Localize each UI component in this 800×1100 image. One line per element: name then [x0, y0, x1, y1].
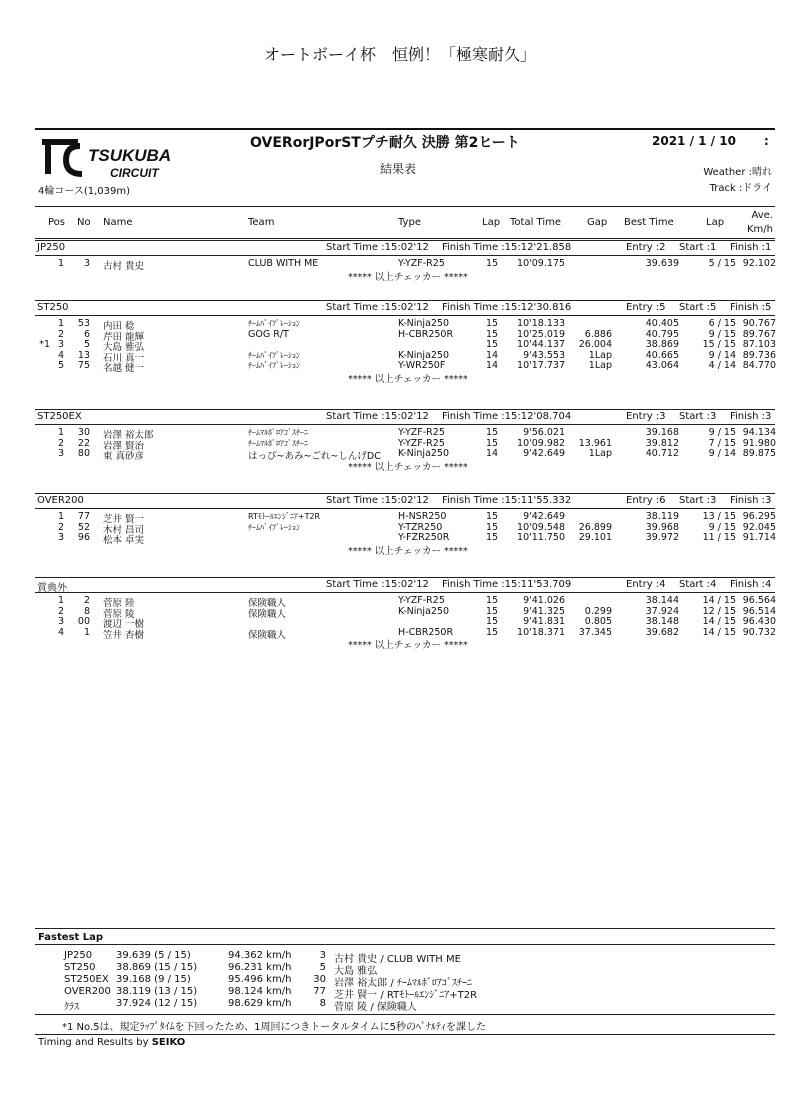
- result-name: 菅原 陵: [103, 608, 135, 620]
- fastest-lap-cls: JP250: [64, 950, 93, 961]
- result-pos: 1: [57, 318, 64, 329]
- logo-mark-icon: [38, 136, 208, 180]
- result-blap: 14 / 15: [702, 595, 736, 606]
- col-no: No: [77, 217, 91, 228]
- result-no: 6: [83, 328, 90, 340]
- result-no: 52: [77, 521, 90, 533]
- result-team: ﾁｰﾑﾊﾞｲﾌﾞﾚｰｼｮﾝ: [248, 350, 300, 360]
- result-name: 笠井 杏樹: [103, 629, 145, 641]
- result-ave: 94.134: [742, 427, 776, 438]
- result-best: 38.144: [645, 595, 679, 606]
- result-type: Y-FZR250R: [398, 532, 450, 544]
- result-best: 37.924: [645, 605, 679, 617]
- class-finish-time: Finish Time :15:11'53.709: [442, 579, 572, 590]
- result-total: 9'41.026: [523, 595, 565, 606]
- result-gap: 0.805: [584, 616, 612, 628]
- result-total: 9'41.831: [523, 616, 565, 628]
- class-start-time: Start Time :15:02'12: [326, 411, 429, 422]
- result-no: 22: [77, 437, 90, 449]
- result-no: 96: [77, 532, 90, 544]
- result-type: Y-TZR250: [398, 521, 443, 533]
- col-lap: Lap: [482, 217, 501, 228]
- result-blap: 7 / 15: [708, 437, 736, 449]
- result-blap: 9 / 14: [708, 448, 736, 460]
- result-total: 10'09.548: [517, 521, 565, 533]
- result-pos: 1: [57, 258, 64, 269]
- date-colon: :: [764, 134, 769, 148]
- result-team: CLUB WITH ME: [248, 258, 319, 269]
- checker-note: ***** 以上チェッカー *****: [348, 545, 468, 557]
- class-start-count: Start :3: [679, 495, 717, 506]
- result-best: 39.972: [645, 532, 679, 544]
- result-team: ﾁｰﾑﾊﾞｲﾌﾞﾚｰｼｮﾝ: [248, 361, 300, 371]
- result-no: 53: [77, 318, 90, 329]
- svg-text:TSUKUBA: TSUKUBA: [88, 146, 172, 165]
- result-ave: 84.770: [742, 360, 776, 372]
- result-pos: 4: [57, 626, 64, 638]
- result-type: H-NSR250: [398, 511, 447, 522]
- result-type: Y-YZF-R25: [398, 427, 445, 438]
- fastest-lap-title-rule: [35, 944, 775, 945]
- result-total: 10'18.371: [517, 626, 565, 638]
- result-total: 10'18.133: [517, 318, 565, 329]
- column-header-top-rule: [35, 206, 775, 207]
- header-top-rule: [35, 128, 775, 130]
- col-total-time: Total Time: [510, 217, 562, 228]
- result-lap: 15: [485, 595, 499, 606]
- fastest-lap-time: 39.639 (5 / 15): [116, 950, 191, 961]
- result-ave: 90.732: [742, 626, 776, 638]
- result-lap: 15: [485, 339, 499, 351]
- result-team: ﾁｰﾑﾏﾙﾎﾞﾛｱｺﾞｽﾁｰﾆ: [248, 438, 308, 448]
- result-name: 岩澤 賢治: [103, 440, 145, 452]
- result-type: K-Ninja250: [398, 605, 450, 617]
- result-lap: 15: [485, 521, 499, 533]
- checker-note: ***** 以上チェッカー *****: [348, 271, 468, 283]
- result-ave: 89.767: [742, 328, 776, 340]
- class-finish-count: Finish :5: [730, 302, 772, 313]
- result-blap: 9 / 15: [708, 328, 736, 340]
- penalty-footnote: *1 No.5は、規定ﾗｯﾌﾟﾀｲﾑを下回ったため、1周回につきトータルタイムに5秒のﾍﾟﾅﾙﾃｨを課した: [62, 1022, 487, 1033]
- col-type: Type: [398, 217, 421, 228]
- result-blap: 11 / 15: [702, 532, 736, 544]
- result-gap: 37.345: [578, 626, 612, 638]
- class-finish-time: Finish Time :15:11'55.332: [442, 495, 572, 506]
- result-team: はっぴ~あみ~ごれ~しんげDC: [248, 451, 381, 463]
- seiko-brand: SEIKO: [151, 1037, 186, 1048]
- class-finish-time: Finish Time :15:12'30.816: [442, 302, 572, 313]
- result-best: 39.812: [645, 437, 679, 449]
- result-gap: 1Lap: [588, 349, 612, 361]
- race-date: 2021 / 1 / 10: [652, 134, 736, 148]
- fastest-lap-time: 37.924 (12 / 15): [116, 998, 198, 1009]
- result-pos: 4: [57, 349, 64, 361]
- class-finish-count: Finish :4: [730, 579, 772, 590]
- checker-note: ***** 以上チェッカー *****: [348, 640, 468, 652]
- result-best: 39.168: [645, 427, 679, 438]
- col-best-time: Best Time: [624, 217, 674, 228]
- result-pos: 3: [57, 616, 64, 628]
- result-total: 10'09.982: [517, 437, 565, 449]
- result-lap: 15: [485, 318, 499, 329]
- class-entry: Entry :3: [626, 411, 666, 422]
- col-team: Team: [248, 217, 275, 228]
- result-pos: 3: [57, 532, 64, 544]
- result-gap: 26.004: [578, 339, 612, 351]
- class-entry: Entry :4: [626, 579, 666, 590]
- checker-note: ***** 以上チェッカー *****: [348, 461, 468, 473]
- fastest-lap-no: 30: [313, 974, 326, 985]
- result-gap: 6.886: [584, 328, 612, 340]
- result-no: 80: [77, 448, 90, 460]
- result-type: Y-YZF-R25: [398, 595, 445, 606]
- result-type: K-Ninja250: [398, 349, 450, 361]
- col-ave-unit: Km/h: [746, 224, 773, 235]
- result-ave: 91.980: [742, 437, 776, 449]
- fastest-lap-no: 3: [319, 950, 326, 961]
- col-best-lap: Lap: [706, 217, 725, 228]
- result-lap: 15: [485, 511, 499, 522]
- result-name: 大島 雅弘: [103, 342, 145, 354]
- result-blap: 9 / 15: [708, 427, 736, 438]
- result-pos: 1: [57, 427, 64, 438]
- result-team: GOG R/T: [248, 328, 289, 340]
- result-no: 2: [83, 595, 90, 606]
- tsukuba-circuit-logo: [38, 136, 208, 180]
- result-ave: 92.045: [742, 521, 776, 533]
- class-name: JP250: [37, 242, 66, 253]
- result-best: 40.712: [645, 448, 679, 460]
- col-pos: Pos: [48, 217, 66, 228]
- fastest-lap-who: 芝井 賢一 / RTﾓﾄｰﾙｴﾝｼﾞﾆｱ+T2R: [334, 990, 478, 1001]
- result-name: 木村 昌司: [103, 524, 145, 536]
- result-ave: 96.430: [742, 616, 776, 628]
- result-name: 松本 卓実: [103, 535, 145, 547]
- result-gap: 0.299: [584, 605, 612, 617]
- class-start-count: Start :3: [679, 411, 717, 422]
- result-total: 9'41.325: [523, 605, 565, 617]
- result-no: 8: [83, 605, 90, 617]
- result-blap: 6 / 15: [708, 318, 736, 329]
- fastest-lap-cls: ｸﾗｽ: [64, 1002, 79, 1013]
- class-finish-count: Finish :3: [730, 495, 772, 506]
- result-total: 9'56.021: [523, 427, 565, 438]
- result-pos: 3: [57, 339, 64, 351]
- class-header-rule: [35, 508, 775, 509]
- result-lap: 14: [485, 349, 499, 361]
- result-gap: 1Lap: [588, 448, 612, 460]
- result-gap: 29.101: [578, 532, 612, 544]
- class-finish-time: Finish Time :15:12'21.858: [442, 242, 572, 253]
- result-team: 保険職人: [248, 608, 287, 620]
- result-ave: 89.736: [742, 349, 776, 361]
- result-name: 名越 健一: [103, 363, 145, 375]
- event-title: オートボーイ杯 恒例！「極寒耐久」: [263, 45, 536, 64]
- fastest-lap-time: 39.168 (9 / 15): [116, 974, 191, 985]
- fastest-lap-who: 大島 雅弘: [334, 966, 378, 977]
- class-finish-time: Finish Time :15:12'08.704: [442, 411, 572, 422]
- fastest-lap-speed: 98.629 km/h: [228, 998, 292, 1009]
- result-blap: 14 / 15: [702, 626, 736, 638]
- class-name: OVER200: [37, 495, 84, 506]
- result-name: 芝井 賢一: [103, 514, 145, 525]
- result-lap: 14: [485, 360, 499, 372]
- result-team: ﾁｰﾑﾏﾙﾎﾞﾛｱｺﾞｽﾁｰﾆ: [248, 428, 308, 437]
- result-team: ﾁｰﾑﾊﾞｲﾌﾞﾚｰｼｮﾝ: [248, 319, 300, 328]
- class-header-rule: [35, 424, 775, 425]
- result-no: 3: [83, 258, 90, 269]
- class-header-rule: [35, 255, 775, 256]
- result-pos: 1: [57, 511, 64, 522]
- result-total: 10'11.750: [517, 532, 565, 544]
- fastest-lap-bottom-rule: [35, 1014, 775, 1015]
- result-label: 結果表: [380, 162, 417, 176]
- result-name: 菅原 陸: [103, 598, 135, 609]
- result-best: 43.064: [645, 360, 679, 372]
- result-blap: 12 / 15: [702, 605, 736, 617]
- class-rule: [35, 409, 775, 410]
- result-lap: 15: [485, 258, 499, 269]
- result-blap: 4 / 14: [708, 360, 736, 372]
- result-no: 75: [77, 360, 90, 372]
- result-name: 内田 稔: [103, 321, 135, 332]
- class-start-count: Start :1: [679, 242, 717, 253]
- col-name: Name: [103, 217, 133, 228]
- fastest-lap-top-rule: [35, 928, 775, 929]
- result-ave: 91.714: [742, 532, 776, 544]
- result-lap: 15: [485, 437, 499, 449]
- result-pos: 3: [57, 448, 64, 460]
- result-mark: *1: [39, 339, 50, 351]
- result-ave: 90.767: [742, 318, 776, 329]
- result-best: 40.665: [645, 349, 679, 361]
- class-rule: [35, 577, 775, 578]
- result-name: 古村 貴史: [103, 261, 145, 272]
- class-entry: Entry :2: [626, 242, 666, 253]
- svg-text:CIRCUIT: CIRCUIT: [110, 166, 159, 180]
- result-type: H-CBR250R: [398, 328, 454, 340]
- fastest-lap-title: Fastest Lap: [38, 932, 103, 943]
- result-ave: 96.295: [742, 511, 776, 522]
- class-header-rule: [35, 315, 775, 316]
- result-name: 岩澤 裕太郎: [103, 430, 154, 441]
- class-start-count: Start :5: [679, 302, 717, 313]
- result-no: 30: [77, 427, 90, 438]
- fastest-lap-speed: 95.496 km/h: [228, 974, 292, 985]
- class-start-time: Start Time :15:02'12: [326, 495, 429, 506]
- circuit-name: 4輪コース(1,039m): [38, 186, 131, 197]
- result-blap: 15 / 15: [702, 339, 736, 351]
- timing-label: Timing and Results by: [38, 1037, 149, 1048]
- result-lap: 15: [485, 532, 499, 544]
- column-header-bottom-rule: [35, 238, 775, 239]
- class-rule: [35, 240, 775, 241]
- result-gap: 1Lap: [588, 360, 612, 372]
- result-no: 00: [77, 616, 90, 628]
- result-gap: 26.899: [578, 521, 612, 533]
- race-title: OVERorJPorSTプチ耐久 決勝 第2ヒート: [250, 135, 520, 151]
- result-total: 10'17.737: [517, 360, 565, 372]
- col-ave: Ave.: [751, 210, 773, 221]
- result-best: 38.869: [645, 339, 679, 351]
- result-no: 13: [77, 349, 90, 361]
- result-lap: 15: [485, 626, 499, 638]
- fastest-lap-time: 38.119 (13 / 15): [116, 986, 198, 997]
- result-total: 10'25.019: [517, 328, 565, 340]
- result-pos: 1: [57, 595, 64, 606]
- result-pos: 2: [57, 605, 64, 617]
- result-blap: 5 / 15: [708, 258, 736, 269]
- class-rule: [35, 300, 775, 301]
- class-name: ST250EX: [37, 411, 82, 422]
- result-pos: 2: [57, 437, 64, 449]
- result-name: 渡辺 一樹: [103, 619, 145, 631]
- result-lap: 15: [485, 427, 499, 438]
- result-ave: 89.875: [742, 448, 776, 460]
- result-best: 39.968: [645, 521, 679, 533]
- fastest-lap-speed: 98.124 km/h: [228, 986, 292, 997]
- class-start-count: Start :4: [679, 579, 717, 590]
- result-ave: 92.102: [742, 258, 776, 269]
- result-lap: 15: [485, 605, 499, 617]
- result-type: K-Ninja250: [398, 318, 450, 329]
- result-best: 40.795: [645, 328, 679, 340]
- result-ave: 87.103: [742, 339, 776, 351]
- class-finish-count: Finish :3: [730, 411, 772, 422]
- result-lap: 14: [485, 448, 499, 460]
- timing-credit: [38, 1037, 185, 1048]
- fastest-lap-who: 菅原 陵 / 保険職人: [334, 1002, 417, 1013]
- fastest-lap-no: 8: [319, 998, 326, 1009]
- result-total: 10'09.175: [517, 258, 565, 269]
- result-no: 1: [83, 626, 90, 638]
- result-name: 東 真砂彦: [103, 451, 145, 463]
- class-start-time: Start Time :15:02'12: [326, 302, 429, 313]
- result-best: 39.639: [645, 258, 679, 269]
- result-blap: 14 / 15: [702, 616, 736, 628]
- fastest-lap-no: 5: [319, 962, 326, 973]
- result-best: 38.148: [645, 616, 679, 628]
- fastest-lap-who: 岩澤 裕太郎 / ﾁｰﾑﾏﾙﾎﾞﾛｱｺﾞｽﾁｰﾆ: [334, 978, 472, 989]
- result-blap: 9 / 15: [708, 521, 736, 533]
- result-type: K-Ninja250: [398, 448, 450, 460]
- result-total: 10'44.137: [517, 339, 565, 351]
- class-finish-count: Finish :1: [730, 242, 772, 253]
- class-name: ST250: [37, 302, 69, 313]
- fastest-lap-no: 77: [313, 986, 326, 997]
- result-name: 芹田 龍輝: [103, 331, 145, 343]
- result-best: 39.682: [645, 626, 679, 638]
- result-total: 9'42.649: [523, 511, 565, 522]
- class-name: 賞典外: [37, 583, 67, 594]
- fastest-lap-cls: ST250EX: [64, 974, 109, 985]
- result-no: 5: [83, 339, 90, 351]
- result-team: 保険職人: [248, 629, 287, 641]
- result-lap: 15: [485, 328, 499, 340]
- result-type: Y-YZF-R25: [398, 437, 445, 449]
- result-blap: 9 / 14: [708, 349, 736, 361]
- class-rule: [35, 493, 775, 494]
- result-blap: 13 / 15: [702, 511, 736, 522]
- result-lap: 15: [485, 616, 499, 628]
- result-best: 38.119: [645, 511, 679, 522]
- result-pos: 2: [57, 328, 64, 340]
- result-total: 9'43.553: [523, 349, 565, 361]
- fastest-lap-speed: 96.231 km/h: [228, 962, 292, 973]
- fastest-lap-time: 38.869 (15 / 15): [116, 962, 198, 973]
- fastest-lap-who: 古村 貴史 / CLUB WITH ME: [334, 954, 461, 965]
- weather: Weather :晴れ: [703, 167, 772, 178]
- result-type: Y-WR250F: [398, 360, 446, 372]
- result-pos: 5: [57, 360, 64, 372]
- footer-rule: [35, 1034, 775, 1035]
- track-condition: Track :ドライ: [709, 183, 772, 194]
- class-start-time: Start Time :15:02'12: [326, 242, 429, 253]
- class-entry: Entry :6: [626, 495, 666, 506]
- fastest-lap-cls: OVER200: [64, 986, 111, 997]
- result-gap: 13.961: [578, 437, 612, 449]
- col-gap: Gap: [587, 217, 608, 228]
- checker-note: ***** 以上チェッカー *****: [348, 374, 468, 385]
- result-total: 9'42.649: [523, 448, 565, 460]
- result-team: 保険職人: [248, 598, 287, 609]
- result-no: 77: [77, 511, 90, 522]
- result-team: ﾁｰﾑﾊﾞｲﾌﾞﾚｰｼｮﾝ: [248, 522, 300, 532]
- class-entry: Entry :5: [626, 302, 666, 313]
- fastest-lap-cls: ST250: [64, 962, 96, 973]
- result-best: 40.405: [645, 318, 679, 329]
- result-type: Y-YZF-R25: [398, 258, 445, 269]
- fastest-lap-speed: 94.362 km/h: [228, 950, 292, 961]
- result-type: H-CBR250R: [398, 626, 454, 638]
- result-team: RTﾓﾄｰﾙｴﾝｼﾞﾆｱ+T2R: [248, 512, 321, 521]
- result-ave: 96.564: [742, 595, 776, 606]
- result-pos: 2: [57, 521, 64, 533]
- result-name: 石川 真一: [103, 352, 145, 364]
- class-header-rule: [35, 592, 775, 593]
- class-start-time: Start Time :15:02'12: [326, 579, 429, 590]
- result-ave: 96.514: [742, 605, 776, 617]
